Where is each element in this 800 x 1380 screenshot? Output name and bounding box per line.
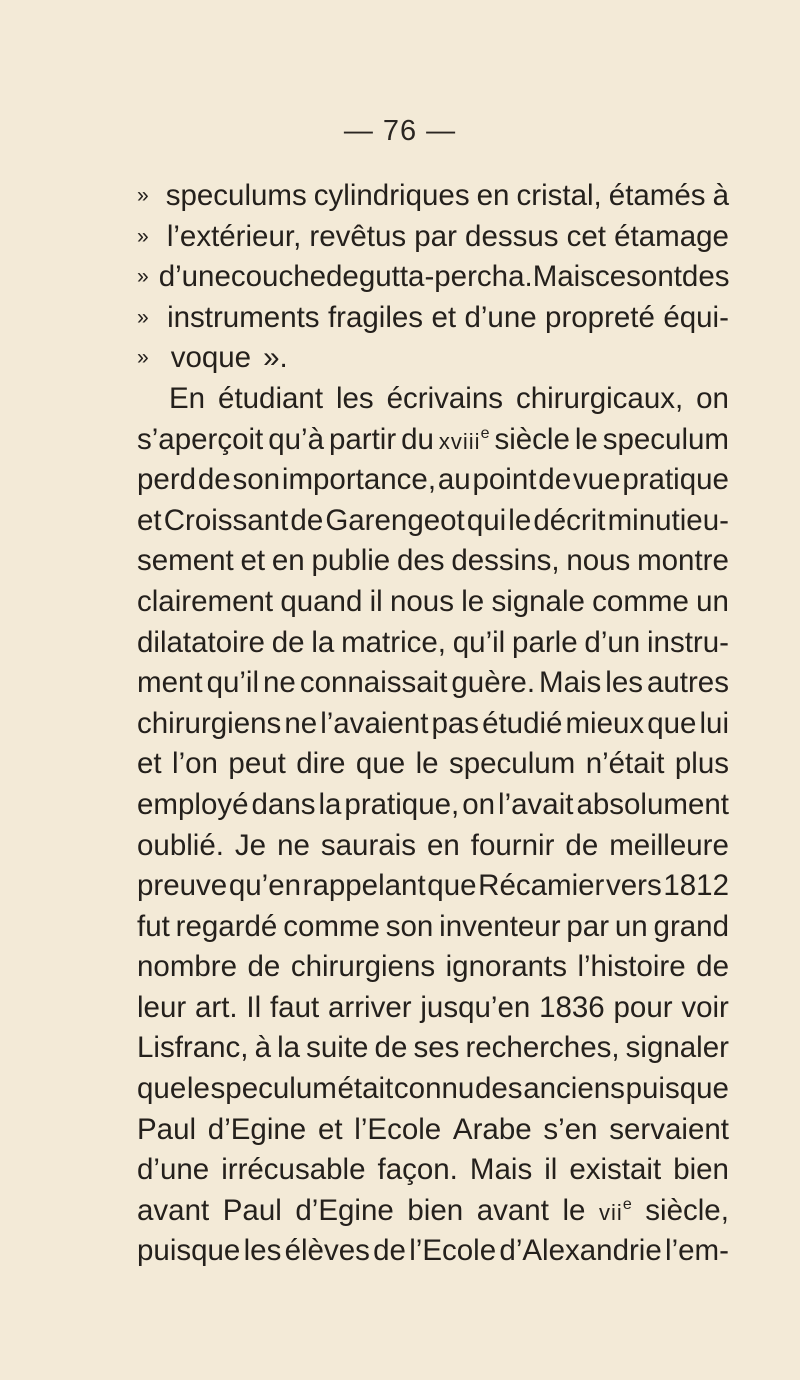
word: étudié xyxy=(482,706,563,740)
word: la xyxy=(311,625,335,659)
word: anciens xyxy=(523,1072,625,1106)
word: et xyxy=(431,300,457,334)
text-line xyxy=(137,988,729,1029)
word: xviii$^e$ xyxy=(438,424,490,454)
word: chirurgiens xyxy=(137,706,282,740)
text-line xyxy=(137,1150,729,1191)
word: Lisfranc, xyxy=(137,1031,249,1065)
word: faut xyxy=(269,990,320,1024)
word: écrivains xyxy=(386,381,504,415)
text-line xyxy=(137,1110,729,1151)
word: suite xyxy=(306,1031,369,1065)
word: irrécusable xyxy=(221,1153,366,1187)
word: d’une xyxy=(137,1153,210,1187)
text-line xyxy=(137,460,729,501)
word: revêtus xyxy=(309,219,407,253)
word: d’une xyxy=(464,300,537,334)
word: vue xyxy=(572,463,621,497)
word: Mais xyxy=(469,1153,533,1187)
word: puisque xyxy=(625,1072,729,1106)
word: sement xyxy=(137,544,234,578)
word: quand xyxy=(280,584,363,618)
word: gutta-percha. xyxy=(358,260,533,294)
text-line xyxy=(137,866,729,907)
word: partir xyxy=(328,422,397,456)
word: fournir xyxy=(470,828,555,862)
word: Arabe xyxy=(452,1112,532,1146)
word: et xyxy=(137,503,162,537)
word: l’em- xyxy=(665,1234,729,1268)
word: l’avaient xyxy=(320,706,429,740)
word: on xyxy=(462,787,496,821)
word: Paul xyxy=(137,1112,197,1146)
word: 1812 xyxy=(663,869,729,903)
word: les xyxy=(605,666,643,700)
text-line xyxy=(137,744,729,785)
word: ne xyxy=(284,706,318,740)
word: la xyxy=(318,787,342,821)
word: de xyxy=(247,950,281,984)
word: saurais xyxy=(320,828,416,862)
word: et xyxy=(317,1112,343,1146)
word: » xyxy=(137,346,149,370)
word: la xyxy=(277,1031,301,1065)
word: speculum xyxy=(602,422,729,456)
word: étamage xyxy=(614,219,729,253)
word: des xyxy=(474,1072,523,1106)
word: existait xyxy=(569,1153,662,1187)
word: chirurgiens xyxy=(290,950,436,984)
word: d’Egine xyxy=(295,1193,394,1227)
word: que xyxy=(647,706,697,740)
text-line xyxy=(137,541,729,582)
word: de xyxy=(538,463,572,497)
word: le xyxy=(574,422,598,456)
word: voque xyxy=(170,341,252,375)
word: lui xyxy=(699,706,729,740)
word: de xyxy=(696,950,729,984)
text-line xyxy=(137,704,729,745)
superscript: e xyxy=(622,1195,632,1213)
word: cristal, xyxy=(516,179,602,212)
word: minutieu- xyxy=(607,503,729,537)
word: jusqu’en xyxy=(420,990,531,1024)
word: preuve xyxy=(137,869,228,903)
word: l’avait xyxy=(498,787,574,821)
word: mieux xyxy=(565,706,645,740)
word: » xyxy=(137,305,149,329)
word: comme xyxy=(592,584,689,618)
word: siècle xyxy=(494,422,570,456)
word: dessus xyxy=(465,219,559,253)
word: cylindriques xyxy=(313,179,470,212)
text-line xyxy=(137,947,729,988)
word: leur xyxy=(137,990,187,1024)
word: pour xyxy=(613,990,673,1024)
word: peut xyxy=(228,747,286,781)
word: voir xyxy=(681,990,729,1024)
text-line xyxy=(137,217,729,258)
word: servaient xyxy=(609,1112,729,1146)
word: en xyxy=(476,179,510,212)
text-line xyxy=(137,420,729,461)
word: Garengeot xyxy=(325,503,465,537)
word: de xyxy=(290,503,324,537)
word: fut xyxy=(137,909,170,943)
word: cet xyxy=(566,219,606,253)
word: des xyxy=(396,544,445,578)
text-line xyxy=(137,257,729,298)
word: plus xyxy=(674,747,729,781)
word: perd xyxy=(137,463,197,497)
word: dans xyxy=(251,787,316,821)
word: Croissant xyxy=(163,503,289,537)
word: équi- xyxy=(663,300,729,334)
text-line xyxy=(137,379,729,420)
word: du xyxy=(401,422,434,456)
word: » xyxy=(137,265,149,289)
word: siècle, xyxy=(645,1193,729,1227)
word: fragiles xyxy=(327,300,424,334)
word: l’extérieur, xyxy=(166,219,302,253)
page-number: — 76 — xyxy=(343,115,457,147)
word: En xyxy=(169,381,206,415)
word: nombre xyxy=(137,950,238,984)
word: le xyxy=(508,503,532,537)
text-line xyxy=(137,338,729,379)
text-line xyxy=(137,176,729,217)
text-line xyxy=(137,1191,729,1232)
text-line xyxy=(137,623,729,664)
superscript: e xyxy=(480,424,490,442)
word: Mais xyxy=(539,666,602,700)
word: speculums xyxy=(165,179,307,212)
word: connaissait xyxy=(299,666,448,700)
word: connu xyxy=(393,1072,475,1106)
word: qu’il xyxy=(206,666,260,700)
word: publie xyxy=(311,544,391,578)
word: et xyxy=(240,544,266,578)
word: parle xyxy=(512,625,578,659)
word: Il xyxy=(246,990,262,1024)
text-line xyxy=(137,1231,729,1272)
word: couche xyxy=(230,260,327,294)
text-line xyxy=(137,826,729,867)
word: signaler xyxy=(625,1031,729,1065)
word: l’Ecole xyxy=(354,1112,442,1146)
word: nous xyxy=(389,584,454,618)
word: le xyxy=(186,1072,210,1106)
word: dire xyxy=(296,747,346,781)
word: façon. xyxy=(377,1153,458,1187)
word: ignorants xyxy=(445,950,567,984)
word: ment xyxy=(137,666,203,700)
word: signale xyxy=(491,584,585,618)
word: qu’il xyxy=(452,625,506,659)
word: propreté xyxy=(545,300,655,334)
text-line xyxy=(137,298,729,339)
word: et xyxy=(137,747,162,781)
word: puisque xyxy=(137,1234,241,1268)
word: n’était xyxy=(585,747,665,781)
word: s’en xyxy=(543,1112,598,1146)
word: de xyxy=(374,1031,408,1065)
word: par xyxy=(414,219,457,253)
word: de xyxy=(373,1234,406,1268)
word: speculum xyxy=(448,747,576,781)
word: montre xyxy=(637,544,729,578)
text-line xyxy=(137,1069,729,1110)
word: que xyxy=(355,747,406,781)
word: les xyxy=(243,1234,282,1268)
word: décrit xyxy=(533,503,606,537)
word: d’Egine xyxy=(207,1112,307,1146)
word: Paul xyxy=(222,1193,282,1227)
word: dilatatoire xyxy=(137,625,265,659)
word: Mais xyxy=(532,260,595,294)
word: absolument xyxy=(576,787,729,821)
word: matrice, xyxy=(341,625,446,659)
word: étamés xyxy=(608,179,706,212)
word: employé xyxy=(137,787,249,821)
word: son xyxy=(232,463,281,497)
word: ». xyxy=(263,341,288,375)
word: rappelant xyxy=(302,869,426,903)
text-line xyxy=(137,582,729,623)
word: comme xyxy=(283,909,380,943)
word: un xyxy=(614,909,648,943)
word: l’on xyxy=(172,747,218,781)
word: Je xyxy=(234,828,267,862)
word: point xyxy=(472,463,537,497)
word: arriver xyxy=(327,990,412,1024)
word: grand xyxy=(653,909,729,943)
word: vii$^e$ xyxy=(599,1195,632,1225)
text-line xyxy=(137,501,729,542)
word: son xyxy=(385,909,434,943)
word: Récamier xyxy=(478,869,605,903)
word: était xyxy=(337,1072,394,1106)
word: bien xyxy=(673,1153,729,1187)
word: pratique, xyxy=(344,787,460,821)
word: qu’à xyxy=(268,422,324,456)
word: chirurgicaux, xyxy=(515,381,684,415)
body-text xyxy=(137,176,729,1272)
word: de xyxy=(326,260,359,294)
word: il xyxy=(369,584,383,618)
word: avant xyxy=(137,1193,210,1227)
text-line xyxy=(137,1028,729,1069)
word: » xyxy=(137,184,149,207)
word: » xyxy=(137,224,149,248)
word: inventeur xyxy=(439,909,561,943)
word: par xyxy=(566,909,610,943)
word: à xyxy=(254,1031,271,1065)
word: clairement xyxy=(137,584,274,618)
word: les xyxy=(335,381,374,415)
word: au xyxy=(437,463,471,497)
word: instru- xyxy=(646,625,729,659)
word: qui xyxy=(466,503,507,537)
word: dessins, xyxy=(451,544,560,578)
word: en xyxy=(271,544,305,578)
word: instruments xyxy=(167,300,320,334)
word: regardé xyxy=(175,909,278,943)
word: que xyxy=(427,869,477,903)
word: en xyxy=(426,828,460,862)
word: oublié. xyxy=(137,828,224,862)
word: recherches, xyxy=(465,1031,620,1065)
word: art. xyxy=(195,990,238,1024)
word: meilleure xyxy=(609,828,729,862)
word: l’histoire xyxy=(577,950,686,984)
text-line xyxy=(137,907,729,948)
word: vers xyxy=(606,869,662,903)
word: de xyxy=(565,828,599,862)
word: élèves xyxy=(284,1234,370,1268)
word: ne xyxy=(277,828,310,862)
word: nous xyxy=(566,544,631,578)
word: qu’en xyxy=(228,869,302,903)
word: pas xyxy=(431,706,480,740)
word: des xyxy=(681,260,730,294)
word: l’Ecole xyxy=(409,1234,497,1268)
word: ce xyxy=(594,260,627,294)
word: un xyxy=(696,584,729,618)
word: on xyxy=(696,381,729,415)
word: bien xyxy=(407,1193,464,1227)
word: sont xyxy=(626,260,682,294)
text-line xyxy=(137,785,729,826)
word: le xyxy=(461,584,485,618)
word: guère. xyxy=(451,666,536,700)
word: d’une xyxy=(158,260,231,294)
word: 1836 xyxy=(539,990,605,1024)
word: de xyxy=(197,463,231,497)
word: que xyxy=(137,1072,187,1106)
word: à xyxy=(712,179,729,212)
word: d’un xyxy=(584,625,641,659)
word: avant xyxy=(476,1193,549,1227)
word: ne xyxy=(263,666,296,700)
text-line xyxy=(137,663,729,704)
word: ses xyxy=(413,1031,460,1065)
word: étudiant xyxy=(218,381,324,415)
word: de xyxy=(271,625,305,659)
word: pratique xyxy=(622,463,729,497)
word: speculum xyxy=(210,1072,337,1106)
word: le xyxy=(415,747,439,781)
word: il xyxy=(544,1153,558,1187)
word: s’aperçoit xyxy=(137,422,264,456)
word: autres xyxy=(646,666,729,700)
word: d’Alexandrie xyxy=(499,1234,662,1268)
word: importance, xyxy=(281,463,437,497)
word: le xyxy=(562,1193,586,1227)
